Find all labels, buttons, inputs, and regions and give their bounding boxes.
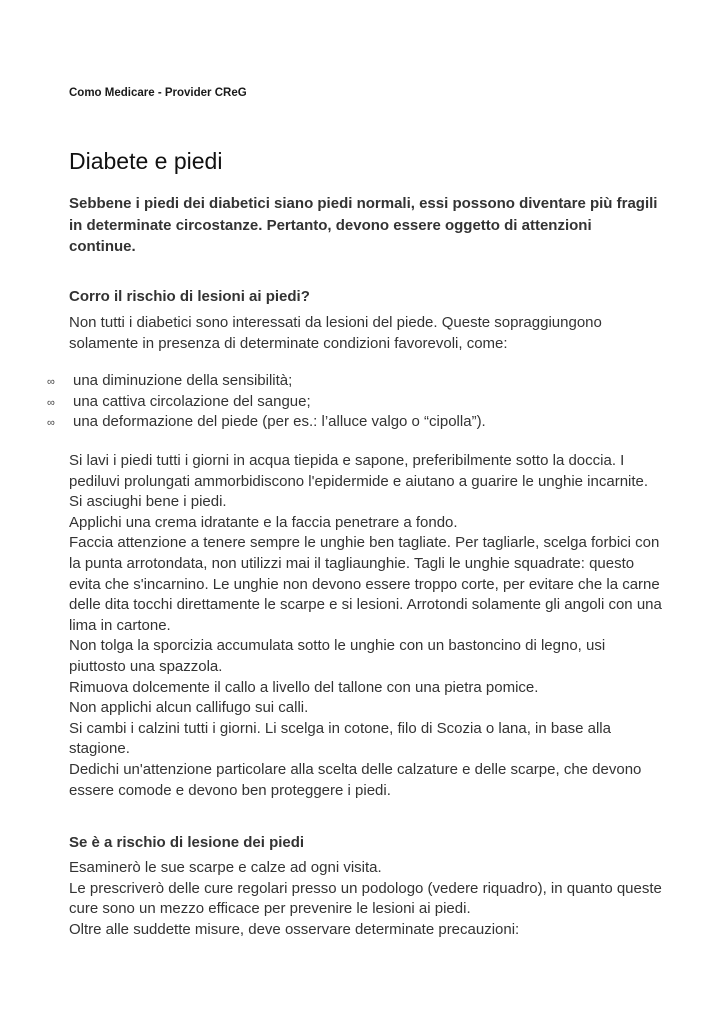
at-risk-line: Esaminerò le sue scarpe e calze ad ogni visita. xyxy=(69,859,382,876)
document-header: Como Medicare - Provider CReG xyxy=(69,87,247,99)
advice-line: Non tolga la sporcizia accumulata sotto le unghie con un bastoncino di legno, usi piuttosto una spazzola. xyxy=(69,637,606,675)
risk-paragraph: Non tutti i diabetici sono interessati da lesioni del piede. Queste sopraggiungono solamente in presenza di determinate condizioni favorevoli, come: xyxy=(69,314,602,352)
risk-conditions-list xyxy=(47,371,486,433)
at-risk-line: Le prescriverò delle cure regolari presso un podologo (vedere riquadro), in quanto queste cure sono un mezzo efficace per prevenire le lesioni ai piedi. xyxy=(69,879,662,918)
advice-line: Applichi una crema idratante e la faccia penetrare a fondo. xyxy=(69,513,458,531)
advice-line: Si lavi i piedi tutti i giorni in acqua tiepida e sapone, preferibilmente sotto la doccia. I pediluvi prolungati ammorbidiscono l'epidermide e aiutano a guarire le unghie incarnite. xyxy=(69,452,649,490)
list-item xyxy=(47,412,486,433)
at-risk-line: Oltre alle suddette misure, deve osservare determinate precauzioni: xyxy=(69,920,520,938)
infinity-bullet-icon: ∞ xyxy=(47,417,55,430)
advice-line: Faccia attenzione a tenere sempre le unghie ben tagliate. Per tagliarle, scelga forbici con la punta arrotondata, non utilizzi mai il tagliaunghie. Tagli le unghie squadrate: questo evita che s'incarnino. Le unghie non devono essere troppo corte, per evitare che la carne delle dita tocchi direttamente le scarpe e si lesioni. Arrotondi solamente gli angoli con una lima in cartone. xyxy=(69,534,662,634)
advice-line: Non applichi alcun callifugo sui calli. xyxy=(69,699,309,717)
intro-paragraph: Sebbene i piedi dei diabetici siano piedi normali, essi possono diventare più fragili in determinate circostanze. Pertanto, devono essere oggetto di attenzioni continue. xyxy=(69,195,658,255)
list-item xyxy=(47,371,486,392)
foot-care-advice xyxy=(69,451,664,801)
list-item xyxy=(47,392,486,413)
list-item-text: una deformazione del piede (per es.: l’alluce valgo o “cipolla”). xyxy=(73,413,486,431)
infinity-bullet-icon: ∞ xyxy=(47,396,55,409)
section-heading-risk: Corro il rischio di lesioni ai piedi? xyxy=(69,288,310,305)
section-heading-at-risk: Se è a rischio di lesione dei piedi xyxy=(69,834,305,851)
list-item-text: una diminuzione della sensibilità; xyxy=(73,372,293,389)
advice-line: Dedichi un'attenzione particolare alla scelta delle calzature e delle scarpe, che devono essere comode e devono ben proteggere i piedi. xyxy=(69,760,642,799)
infinity-bullet-icon: ∞ xyxy=(47,376,55,388)
advice-line: Si asciughi bene i piedi. xyxy=(69,493,227,511)
list-item-text: una cattiva circolazione del sangue; xyxy=(73,392,311,410)
at-risk-paragraph xyxy=(69,858,664,940)
advice-line: Rimuova dolcemente il callo a livello del tallone con una pietra pomice. xyxy=(69,678,539,696)
advice-line: Si cambi i calzini tutti i giorni. Li scelga in cotone, filo di Scozia o lana, in base alla stagione. xyxy=(69,719,611,758)
page-title: Diabete e piedi xyxy=(69,148,223,174)
